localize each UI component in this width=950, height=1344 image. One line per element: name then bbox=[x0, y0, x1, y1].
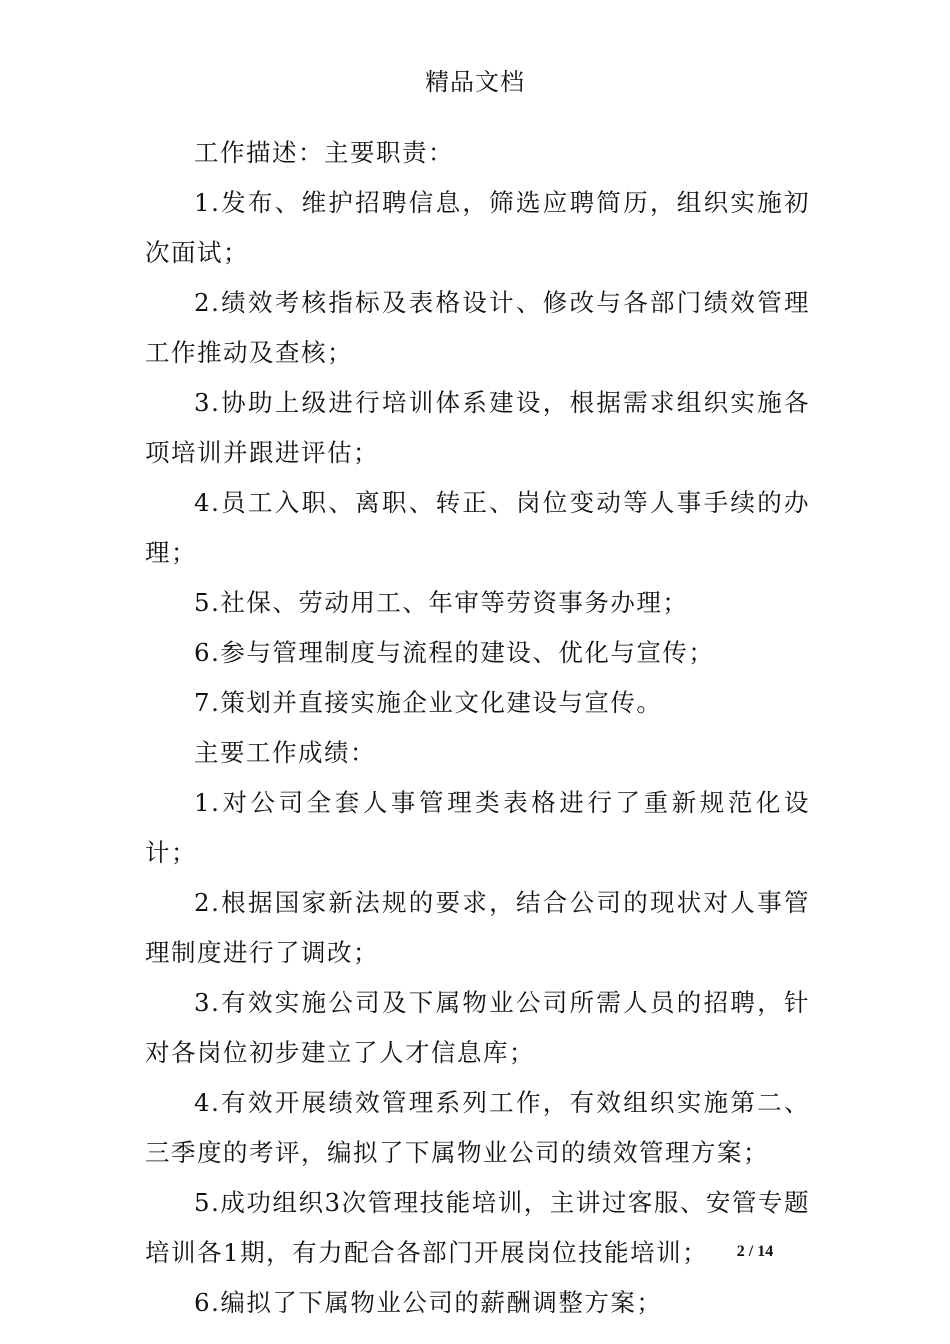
paragraph-achievements-heading: 主要工作成绩： bbox=[194, 738, 376, 767]
paragraph-duty-7: 7.策划并直接实施企业文化建设与宣传。 bbox=[194, 688, 663, 717]
paragraph-achievement-3: 3.有效实施公司及下属物业公司所需人员的招聘，针对各岗位初步建立了人才信息库； bbox=[145, 988, 810, 1067]
paragraph-achievement-1: 1.对公司全套人事管理类表格进行了重新规范化设计； bbox=[145, 788, 810, 867]
paragraph-achievement-6: 6.编拟了下属物业公司的薪酬调整方案； bbox=[194, 1288, 663, 1317]
paragraph-duty-5: 5.社保、劳动用工、年审等劳资事务办理； bbox=[194, 588, 689, 617]
paragraph-achievement-2: 2.根据国家新法规的要求，结合公司的现状对人事管理制度进行了调改； bbox=[145, 888, 810, 967]
paragraph-achievement-4: 4.有效开展绩效管理系列工作，有效组织实施第二、三季度的考评，编拟了下属物业公司的绩效管理方案； bbox=[145, 1088, 810, 1167]
paragraph-duty-2: 2.绩效考核指标及表格设计、修改与各部门绩效管理工作推动及查核； bbox=[145, 288, 810, 367]
paragraph-duty-4: 4.员工入职、离职、转正、岗位变动等人事手续的办理； bbox=[145, 488, 810, 567]
paragraph-duty-3: 3.协助上级进行培训体系建设，根据需求组织实施各项培训并跟进评估； bbox=[145, 388, 810, 467]
page-number: 2 / 14 bbox=[736, 1243, 774, 1260]
page-header-title: 精品文档 bbox=[425, 68, 525, 96]
paragraph-duties-heading: 工作描述：主要职责： bbox=[194, 138, 454, 167]
paragraph-duty-1: 1.发布、维护招聘信息，筛选应聘简历，组织实施初次面试； bbox=[145, 188, 810, 267]
paragraph-duty-6: 6.参与管理制度与流程的建设、优化与宣传； bbox=[194, 638, 715, 667]
document-body bbox=[145, 128, 810, 1328]
paragraph-achievement-5: 5.成功组织3次管理技能培训，主讲过客服、安管专题培训各1期，有力配合各部门开展岗位技能培训； bbox=[145, 1188, 810, 1267]
